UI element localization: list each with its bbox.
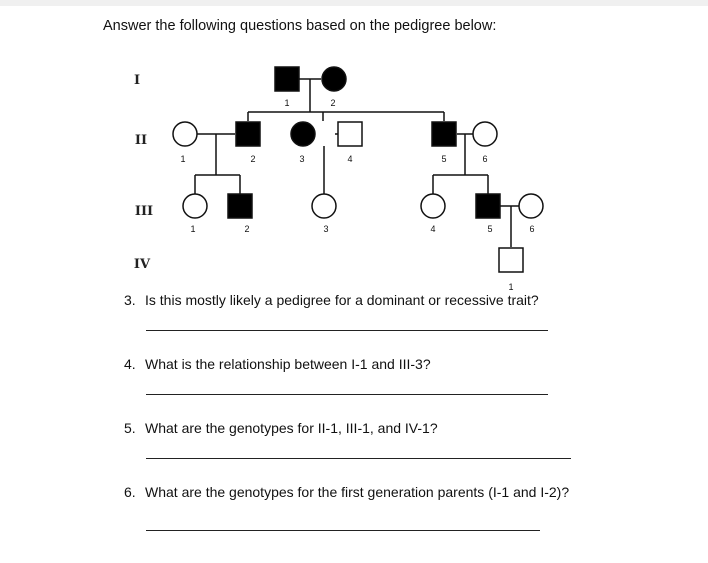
pedigree-individual-i-2 (322, 67, 346, 91)
pedigree-number-i-1: 1 (284, 98, 290, 108)
question-text: What are the genotypes for II-1, III-1, and IV-1? (145, 420, 438, 436)
pedigree-individual-iii-3 (312, 194, 336, 218)
pedigree-number-ii-1: 1 (180, 154, 186, 164)
pedigree-individual-iii-2 (228, 194, 252, 218)
pedigree-individual-iii-1 (183, 194, 207, 218)
question-6 (124, 484, 569, 500)
pedigree-number-iii-3: 3 (323, 224, 329, 234)
pedigree-individual-iii-5 (476, 194, 500, 218)
question-text: What are the genotypes for the first generation parents (I-1 and I-2)? (145, 484, 570, 500)
question-number: 3. (124, 292, 136, 308)
answer-line-6[interactable] (146, 530, 540, 531)
pedigree-individual-ii-3 (291, 122, 315, 146)
pedigree-number-iii-6: 6 (529, 224, 535, 234)
pedigree-individual-i-1 (275, 67, 299, 91)
pedigree-individual-ii-4 (338, 122, 362, 146)
question-number: 5. (124, 420, 136, 436)
instructions: Answer the following questions based on the pedigree below: (103, 18, 497, 34)
question-text: What is the relationship between I-1 and III-3? (145, 356, 431, 372)
pedigree-individual-iv-1 (499, 248, 523, 272)
pedigree-individual-iii-6 (519, 194, 543, 218)
answer-line-5[interactable] (146, 458, 571, 459)
pedigree-individual-ii-5 (432, 122, 456, 146)
pedigree-individual-ii-1 (173, 122, 197, 146)
generation-label-iii: III (134, 204, 154, 219)
pedigree-number-iii-2: 2 (244, 224, 250, 234)
pedigree-number-ii-5: 5 (441, 154, 447, 164)
pedigree-symbols (173, 67, 543, 272)
pedigree-individual-ii-2 (236, 122, 260, 146)
pedigree-number-iv-1: 1 (508, 282, 514, 292)
generation-label-ii: II (134, 133, 148, 148)
answer-line-3[interactable] (146, 330, 548, 331)
pedigree-lines (195, 79, 520, 247)
answer-line-4[interactable] (146, 394, 548, 395)
pedigree-number-iii-1: 1 (190, 224, 196, 234)
pedigree-number-ii-4: 4 (347, 154, 353, 164)
question-number: 6. (124, 484, 136, 500)
pedigree-number-i-2: 2 (330, 98, 336, 108)
question-text: Is this mostly likely a pedigree for a dominant or recessive trait? (145, 292, 539, 308)
pedigree-individual-iii-4 (421, 194, 445, 218)
question-5 (124, 420, 438, 436)
pedigree-individual-ii-6 (473, 122, 497, 146)
pedigree-number-ii-6: 6 (482, 154, 488, 164)
pedigree-number-ii-3: 3 (299, 154, 305, 164)
generation-label-iv: IV (133, 257, 151, 272)
pedigree-number-iii-5: 5 (487, 224, 493, 234)
question-4 (124, 356, 431, 372)
pedigree-number-ii-2: 2 (250, 154, 256, 164)
pedigree-number-iii-4: 4 (430, 224, 436, 234)
question-3 (124, 292, 539, 308)
question-number: 4. (124, 356, 136, 372)
generation-label-i: I (133, 73, 141, 88)
